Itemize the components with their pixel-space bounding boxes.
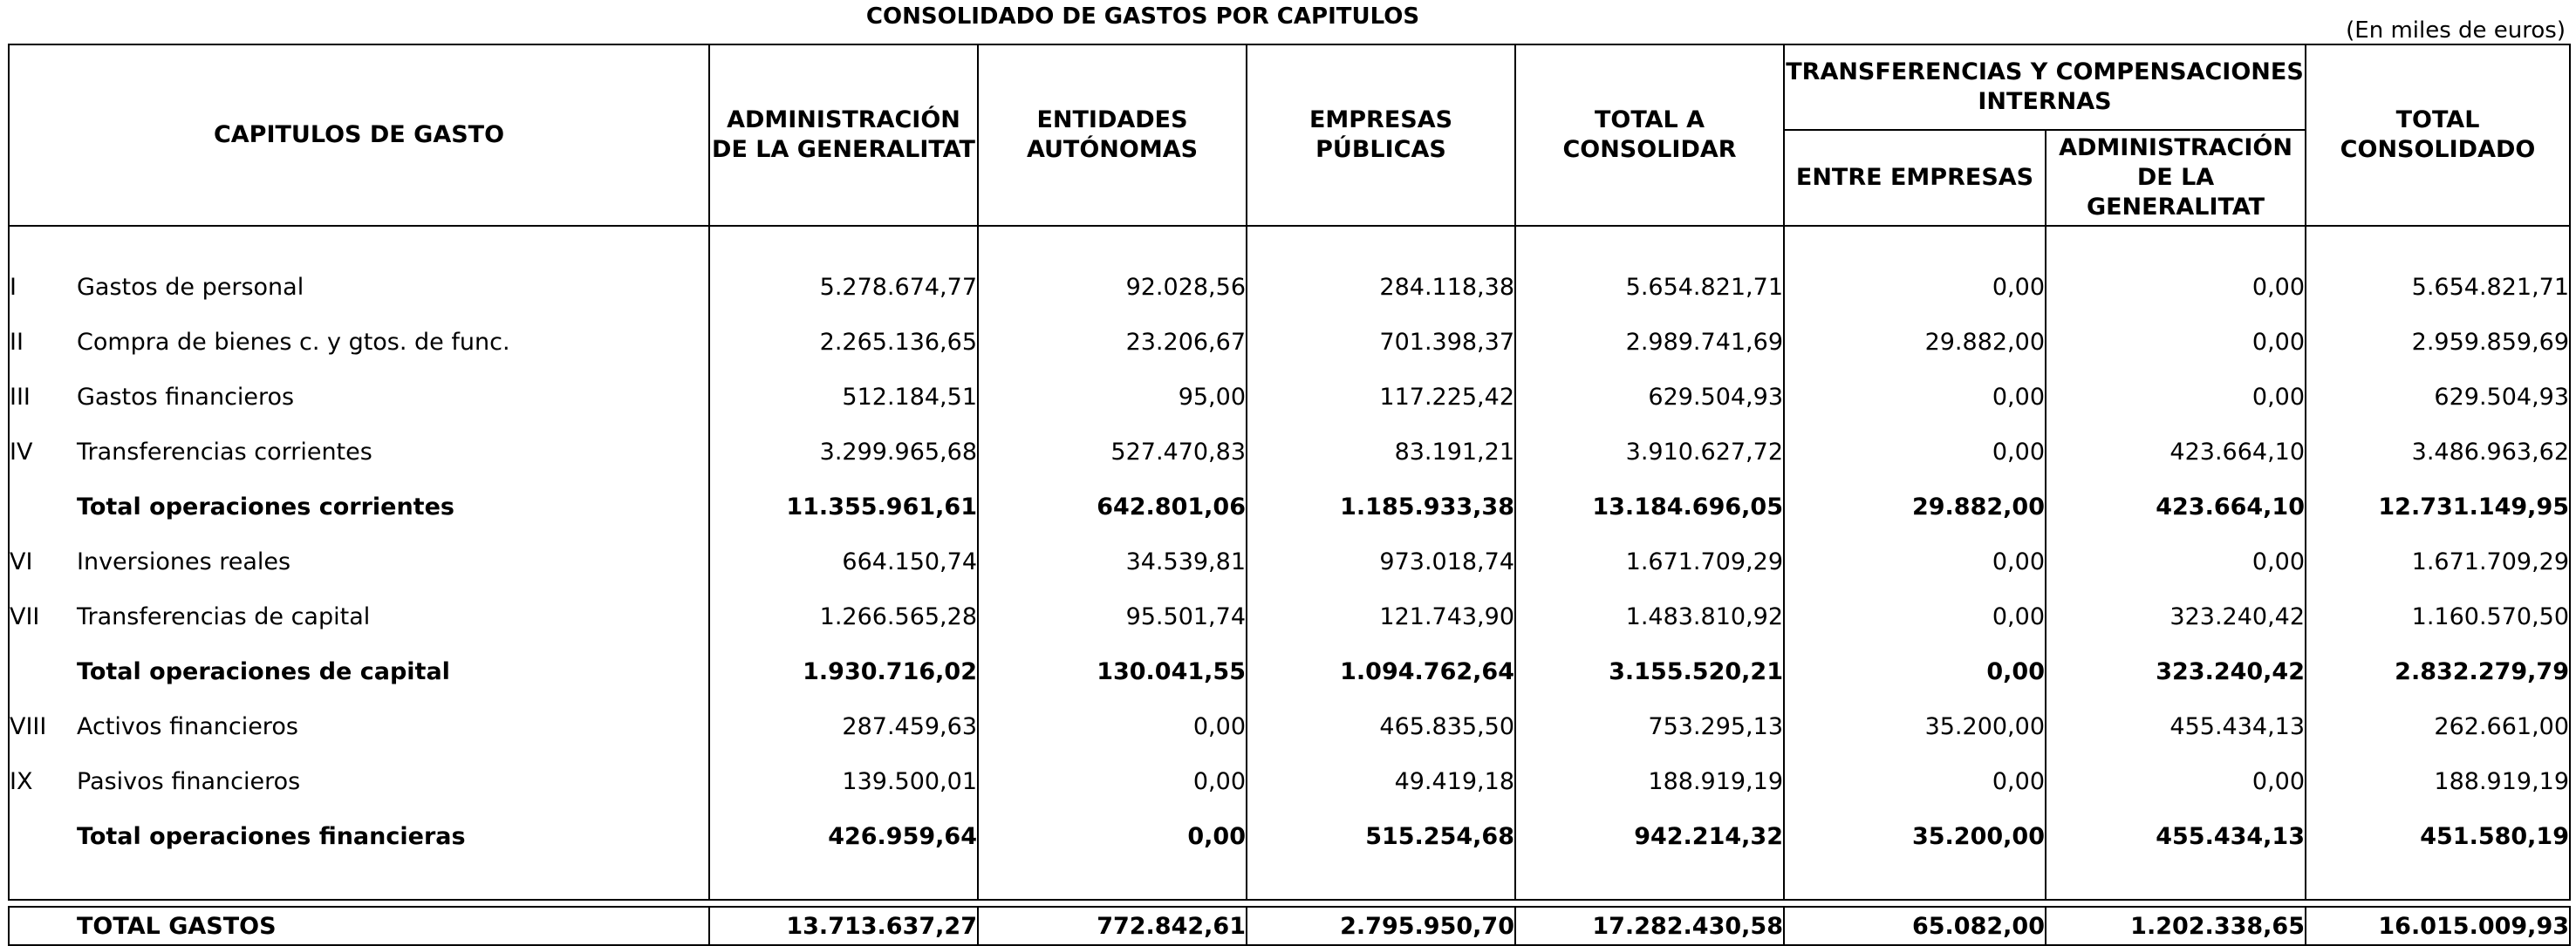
cell-empresas: 83.191,21 — [1247, 425, 1515, 480]
cell-empresas: 117.225,42 — [1247, 370, 1515, 425]
cell-consolidado: 188.919,19 — [2306, 754, 2570, 809]
cell-total: 753.295,13 — [1515, 699, 1784, 754]
total-admin-sub: 1.202.338,65 — [2046, 907, 2306, 945]
cell-entre: 35.200,00 — [1784, 809, 2046, 864]
cell-consolidado: 262.661,00 — [2306, 699, 2570, 754]
cell-entre: 0,00 — [1784, 644, 2046, 699]
cell-total: 13.184.696,05 — [1515, 480, 1784, 534]
cell-entidades: 0,00 — [978, 754, 1247, 809]
table-row — [9, 589, 2570, 644]
table-row — [9, 425, 2570, 480]
cell-admin: 1.930.716,02 — [709, 644, 978, 699]
chapter-code: III — [9, 370, 77, 425]
total-entidades: 772.842,61 — [978, 907, 1247, 945]
cell-total: 1.483.810,92 — [1515, 589, 1784, 644]
table-row — [9, 370, 2570, 425]
cell-admin: 664.150,74 — [709, 534, 978, 589]
header-entre-empresas: ENTRE EMPRESAS — [1784, 130, 2046, 226]
cell-entre: 29.882,00 — [1784, 315, 2046, 370]
cell-total: 188.919,19 — [1515, 754, 1784, 809]
cell-empresas: 121.743,90 — [1247, 589, 1515, 644]
cell-total: 1.671.709,29 — [1515, 534, 1784, 589]
cell-total: 942.214,32 — [1515, 809, 1784, 864]
cell-admin-sub: 0,00 — [2046, 754, 2306, 809]
header-total-a-consolidar: TOTAL A CONSOLIDAR — [1515, 44, 1784, 226]
chapter-label: Compra de bienes c. y gtos. de func. — [77, 329, 510, 356]
table-row — [9, 754, 2570, 809]
cell-entre: 0,00 — [1784, 754, 2046, 809]
cell-empresas: 465.835,50 — [1247, 699, 1515, 754]
cell-entidades: 23.206,67 — [978, 315, 1247, 370]
cell-admin-sub: 455.434,13 — [2046, 809, 2306, 864]
total-label: TOTAL GASTOS — [77, 907, 709, 945]
cell-entre: 35.200,00 — [1784, 699, 2046, 754]
report-title: CONSOLIDADO DE GASTOS POR CAPITULOS — [865, 3, 1420, 30]
chapter-code: IX — [9, 754, 77, 809]
header-admin-sub: ADMINISTRACIÓN DE LA GENERALITAT — [2046, 130, 2306, 226]
total-row — [9, 907, 2570, 945]
cell-consolidado: 451.580,19 — [2306, 809, 2570, 864]
chapter-code: I — [9, 260, 77, 315]
units-note: (En miles de euros) — [2346, 17, 2566, 44]
cell-admin-sub: 0,00 — [2046, 534, 2306, 589]
cell-empresas: 1.185.933,38 — [1247, 480, 1515, 534]
chapter-code — [9, 809, 77, 864]
cell-admin: 3.299.965,68 — [709, 425, 978, 480]
chapter-label: Gastos financieros — [77, 384, 295, 411]
spacer-row — [9, 864, 2570, 900]
cell-admin-sub: 455.434,13 — [2046, 699, 2306, 754]
table-row — [9, 315, 2570, 370]
total-entre: 65.082,00 — [1784, 907, 2046, 945]
cell-admin: 512.184,51 — [709, 370, 978, 425]
chapter-label: Transferencias corrientes — [77, 439, 372, 466]
cell-entre: 0,00 — [1784, 589, 2046, 644]
chapter-label: Total operaciones financieras — [77, 823, 466, 850]
cell-total: 2.989.741,69 — [1515, 315, 1784, 370]
cell-total: 5.654.821,71 — [1515, 260, 1784, 315]
total-empresas: 2.795.950,70 — [1247, 907, 1515, 945]
cell-empresas: 973.018,74 — [1247, 534, 1515, 589]
chapter-label: Total operaciones corrientes — [77, 493, 454, 521]
header-total-consolidado: TOTAL CONSOLIDADO — [2306, 44, 2570, 226]
cell-consolidado: 2.959.859,69 — [2306, 315, 2570, 370]
total-total: 17.282.430,58 — [1515, 907, 1784, 945]
cell-admin-sub: 0,00 — [2046, 315, 2306, 370]
cell-total: 629.504,93 — [1515, 370, 1784, 425]
chapter-code: VIII — [9, 699, 77, 754]
cell-admin-sub: 323.240,42 — [2046, 644, 2306, 699]
cell-entidades: 642.801,06 — [978, 480, 1247, 534]
cell-entidades: 0,00 — [978, 699, 1247, 754]
cell-admin: 5.278.674,77 — [709, 260, 978, 315]
cell-admin-sub: 323.240,42 — [2046, 589, 2306, 644]
spacer-row — [9, 226, 2570, 260]
header-capitulos: CAPITULOS DE GASTO — [9, 44, 709, 226]
cell-empresas: 49.419,18 — [1247, 754, 1515, 809]
chapter-code: IV — [9, 425, 77, 480]
cell-admin-sub: 0,00 — [2046, 260, 2306, 315]
cell-admin-sub: 423.664,10 — [2046, 425, 2306, 480]
total-code — [9, 907, 77, 945]
chapter-code: VI — [9, 534, 77, 589]
chapter-label: Pasivos financieros — [77, 768, 301, 795]
cell-empresas: 701.398,37 — [1247, 315, 1515, 370]
table-row — [9, 699, 2570, 754]
chapter-label: Activos financieros — [77, 713, 298, 740]
total-admin: 13.713.637,27 — [709, 907, 978, 945]
cell-entre: 29.882,00 — [1784, 480, 2046, 534]
cell-entidades: 95.501,74 — [978, 589, 1247, 644]
cell-admin: 426.959,64 — [709, 809, 978, 864]
cell-entre: 0,00 — [1784, 260, 2046, 315]
cell-admin: 11.355.961,61 — [709, 480, 978, 534]
cell-entre: 0,00 — [1784, 534, 2046, 589]
cell-total: 3.910.627,72 — [1515, 425, 1784, 480]
header-entidades: ENTIDADES AUTÓNOMAS — [978, 44, 1247, 226]
cell-consolidado: 3.486.963,62 — [2306, 425, 2570, 480]
chapter-code — [9, 480, 77, 534]
chapter-label: Total operaciones de capital — [77, 658, 450, 685]
cell-entidades: 527.470,83 — [978, 425, 1247, 480]
cell-entidades: 130.041,55 — [978, 644, 1247, 699]
cell-entre: 0,00 — [1784, 370, 2046, 425]
chapter-code: VII — [9, 589, 77, 644]
header-transferencias: TRANSFERENCIAS Y COMPENSACIONES INTERNAS — [1784, 44, 2306, 130]
cell-admin: 1.266.565,28 — [709, 589, 978, 644]
chapter-label: Inversiones reales — [77, 548, 291, 575]
chapter-label: Gastos de personal — [77, 274, 304, 301]
cell-entidades: 0,00 — [978, 809, 1247, 864]
table-row — [9, 260, 2570, 315]
cell-admin: 287.459,63 — [709, 699, 978, 754]
header-empresas: EMPRESAS PÚBLICAS — [1247, 44, 1515, 226]
cell-entidades: 34.539,81 — [978, 534, 1247, 589]
subtotal-row — [9, 809, 2570, 864]
cell-entidades: 92.028,56 — [978, 260, 1247, 315]
cell-entre: 0,00 — [1784, 425, 2046, 480]
cell-consolidado: 2.832.279,79 — [2306, 644, 2570, 699]
chapter-code: II — [9, 315, 77, 370]
header-admin: ADMINISTRACIÓN DE LA GENERALITAT — [709, 44, 978, 226]
cell-consolidado: 1.671.709,29 — [2306, 534, 2570, 589]
chapter-label: Transferencias de capital — [77, 603, 371, 630]
cell-consolidado: 629.504,93 — [2306, 370, 2570, 425]
chapter-code — [9, 644, 77, 699]
cell-admin: 2.265.136,65 — [709, 315, 978, 370]
total-consolidado: 16.015.009,93 — [2306, 907, 2570, 945]
expenses-table — [8, 44, 2571, 946]
cell-admin: 139.500,01 — [709, 754, 978, 809]
cell-consolidado: 1.160.570,50 — [2306, 589, 2570, 644]
cell-entidades: 95,00 — [978, 370, 1247, 425]
cell-consolidado: 5.654.821,71 — [2306, 260, 2570, 315]
cell-admin-sub: 423.664,10 — [2046, 480, 2306, 534]
gap-row — [9, 900, 2570, 907]
cell-empresas: 1.094.762,64 — [1247, 644, 1515, 699]
subtotal-row — [9, 644, 2570, 699]
cell-consolidado: 12.731.149,95 — [2306, 480, 2570, 534]
cell-total: 3.155.520,21 — [1515, 644, 1784, 699]
subtotal-row — [9, 480, 2570, 534]
cell-admin-sub: 0,00 — [2046, 370, 2306, 425]
cell-empresas: 515.254,68 — [1247, 809, 1515, 864]
table-row — [9, 534, 2570, 589]
cell-empresas: 284.118,38 — [1247, 260, 1515, 315]
